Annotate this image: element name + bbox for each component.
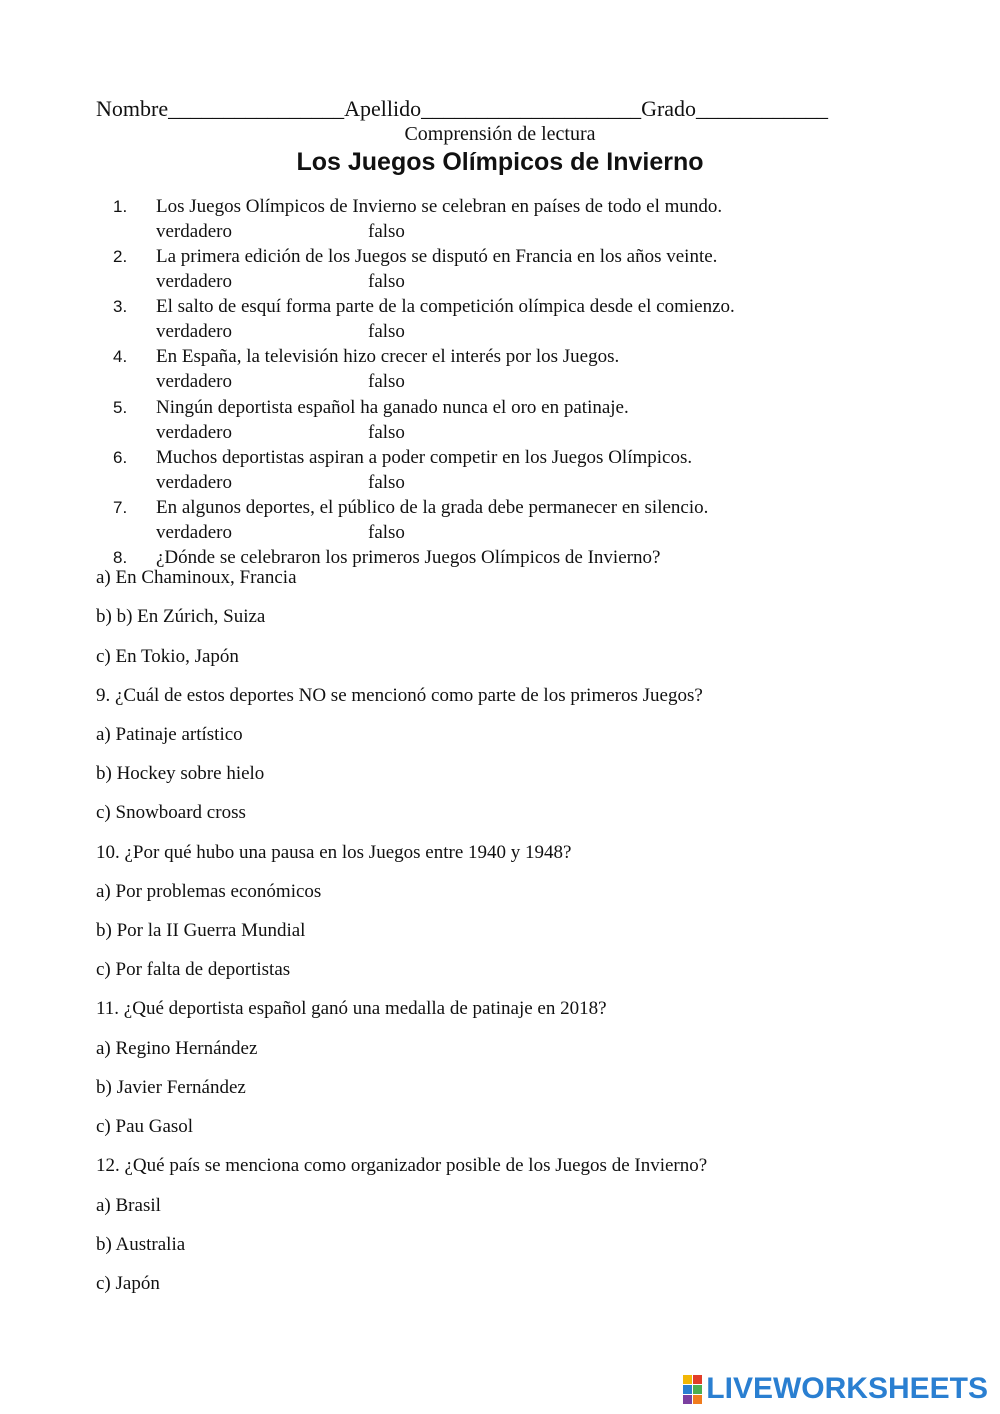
- answer-false[interactable]: falso: [368, 221, 405, 242]
- answer-option[interactable]: b) Javier Fernández: [96, 1077, 246, 1098]
- page-subtitle: Comprensión de lectura: [404, 123, 596, 145]
- page-title: Los Juegos Olímpicos de Invierno: [296, 148, 704, 176]
- answer-option[interactable]: a) Brasil: [96, 1195, 161, 1216]
- answer-option[interactable]: a) Patinaje artístico: [96, 724, 243, 745]
- answer-false[interactable]: falso: [368, 522, 405, 543]
- answer-true[interactable]: verdadero: [156, 221, 232, 242]
- question-number: 8.: [113, 548, 128, 567]
- question-text: En algunos deportes, el público de la grada debe permanecer en silencio.: [156, 497, 709, 518]
- question-text: El salto de esquí forma parte de la competición olímpica desde el comienzo.: [156, 296, 735, 317]
- logo-text: LIVEWORKSHEETS: [706, 1372, 988, 1405]
- answer-true[interactable]: verdadero: [156, 321, 232, 342]
- question-number: 7.: [113, 498, 128, 517]
- answer-false[interactable]: falso: [368, 422, 405, 443]
- question-number: 5.: [113, 398, 128, 417]
- question-number: 1.: [113, 197, 128, 216]
- question-text: 12. ¿Qué país se menciona como organizador posible de los Juegos de Invierno?: [96, 1155, 708, 1176]
- answer-option[interactable]: c) Por falta de deportistas: [96, 959, 291, 980]
- answer-true[interactable]: verdadero: [156, 422, 232, 443]
- answer-option[interactable]: b) Australia: [96, 1234, 186, 1255]
- answer-true[interactable]: verdadero: [156, 472, 232, 493]
- answer-option[interactable]: a) En Chaminoux, Francia: [96, 567, 297, 588]
- logo-mark-icon: [683, 1375, 702, 1404]
- answer-option[interactable]: c) Japón: [96, 1273, 160, 1294]
- answer-true[interactable]: verdadero: [156, 271, 232, 292]
- answer-true[interactable]: verdadero: [156, 522, 232, 543]
- question-text: En España, la televisión hizo crecer el interés por los Juegos.: [156, 346, 620, 367]
- question-number: 4.: [113, 347, 128, 366]
- answer-false[interactable]: falso: [368, 371, 405, 392]
- question-text: ¿Dónde se celebraron los primeros Juegos Olímpicos de Invierno?: [156, 547, 661, 568]
- answer-option[interactable]: a) Regino Hernández: [96, 1038, 258, 1059]
- answer-false[interactable]: falso: [368, 321, 405, 342]
- answer-option[interactable]: c) Pau Gasol: [96, 1116, 194, 1137]
- question-number: 3.: [113, 297, 128, 316]
- answer-option[interactable]: b) Por la II Guerra Mundial: [96, 920, 306, 941]
- liveworksheets-logo: [683, 1372, 988, 1406]
- answer-option[interactable]: a) Por problemas económicos: [96, 881, 322, 902]
- question-number: 6.: [113, 448, 128, 467]
- question-text: La primera edición de los Juegos se disputó en Francia en los años veinte.: [156, 246, 718, 267]
- question-text: Muchos deportistas aspiran a poder competir en los Juegos Olímpicos.: [156, 447, 693, 468]
- question-text: 10. ¿Por qué hubo una pausa en los Juegos entre 1940 y 1948?: [96, 842, 572, 863]
- name-surname-grade-line[interactable]: Nombre________________Apellido____________________Grado____________: [96, 96, 829, 121]
- answer-false[interactable]: falso: [368, 271, 405, 292]
- question-text: Los Juegos Olímpicos de Invierno se celebran en países de todo el mundo.: [156, 196, 723, 217]
- question-text: 9. ¿Cuál de estos deportes NO se mencionó como parte de los primeros Juegos?: [96, 685, 703, 706]
- answer-false[interactable]: falso: [368, 472, 405, 493]
- question-number: 2.: [113, 247, 128, 266]
- answer-option[interactable]: b) b) En Zúrich, Suiza: [96, 606, 266, 627]
- answer-option[interactable]: c) En Tokio, Japón: [96, 646, 239, 667]
- answer-option[interactable]: b) Hockey sobre hielo: [96, 763, 265, 784]
- answer-option[interactable]: c) Snowboard cross: [96, 802, 246, 823]
- question-text: Ningún deportista español ha ganado nunca el oro en patinaje.: [156, 397, 629, 418]
- answer-true[interactable]: verdadero: [156, 371, 232, 392]
- question-text: 11. ¿Qué deportista español ganó una medalla de patinaje en 2018?: [96, 998, 607, 1019]
